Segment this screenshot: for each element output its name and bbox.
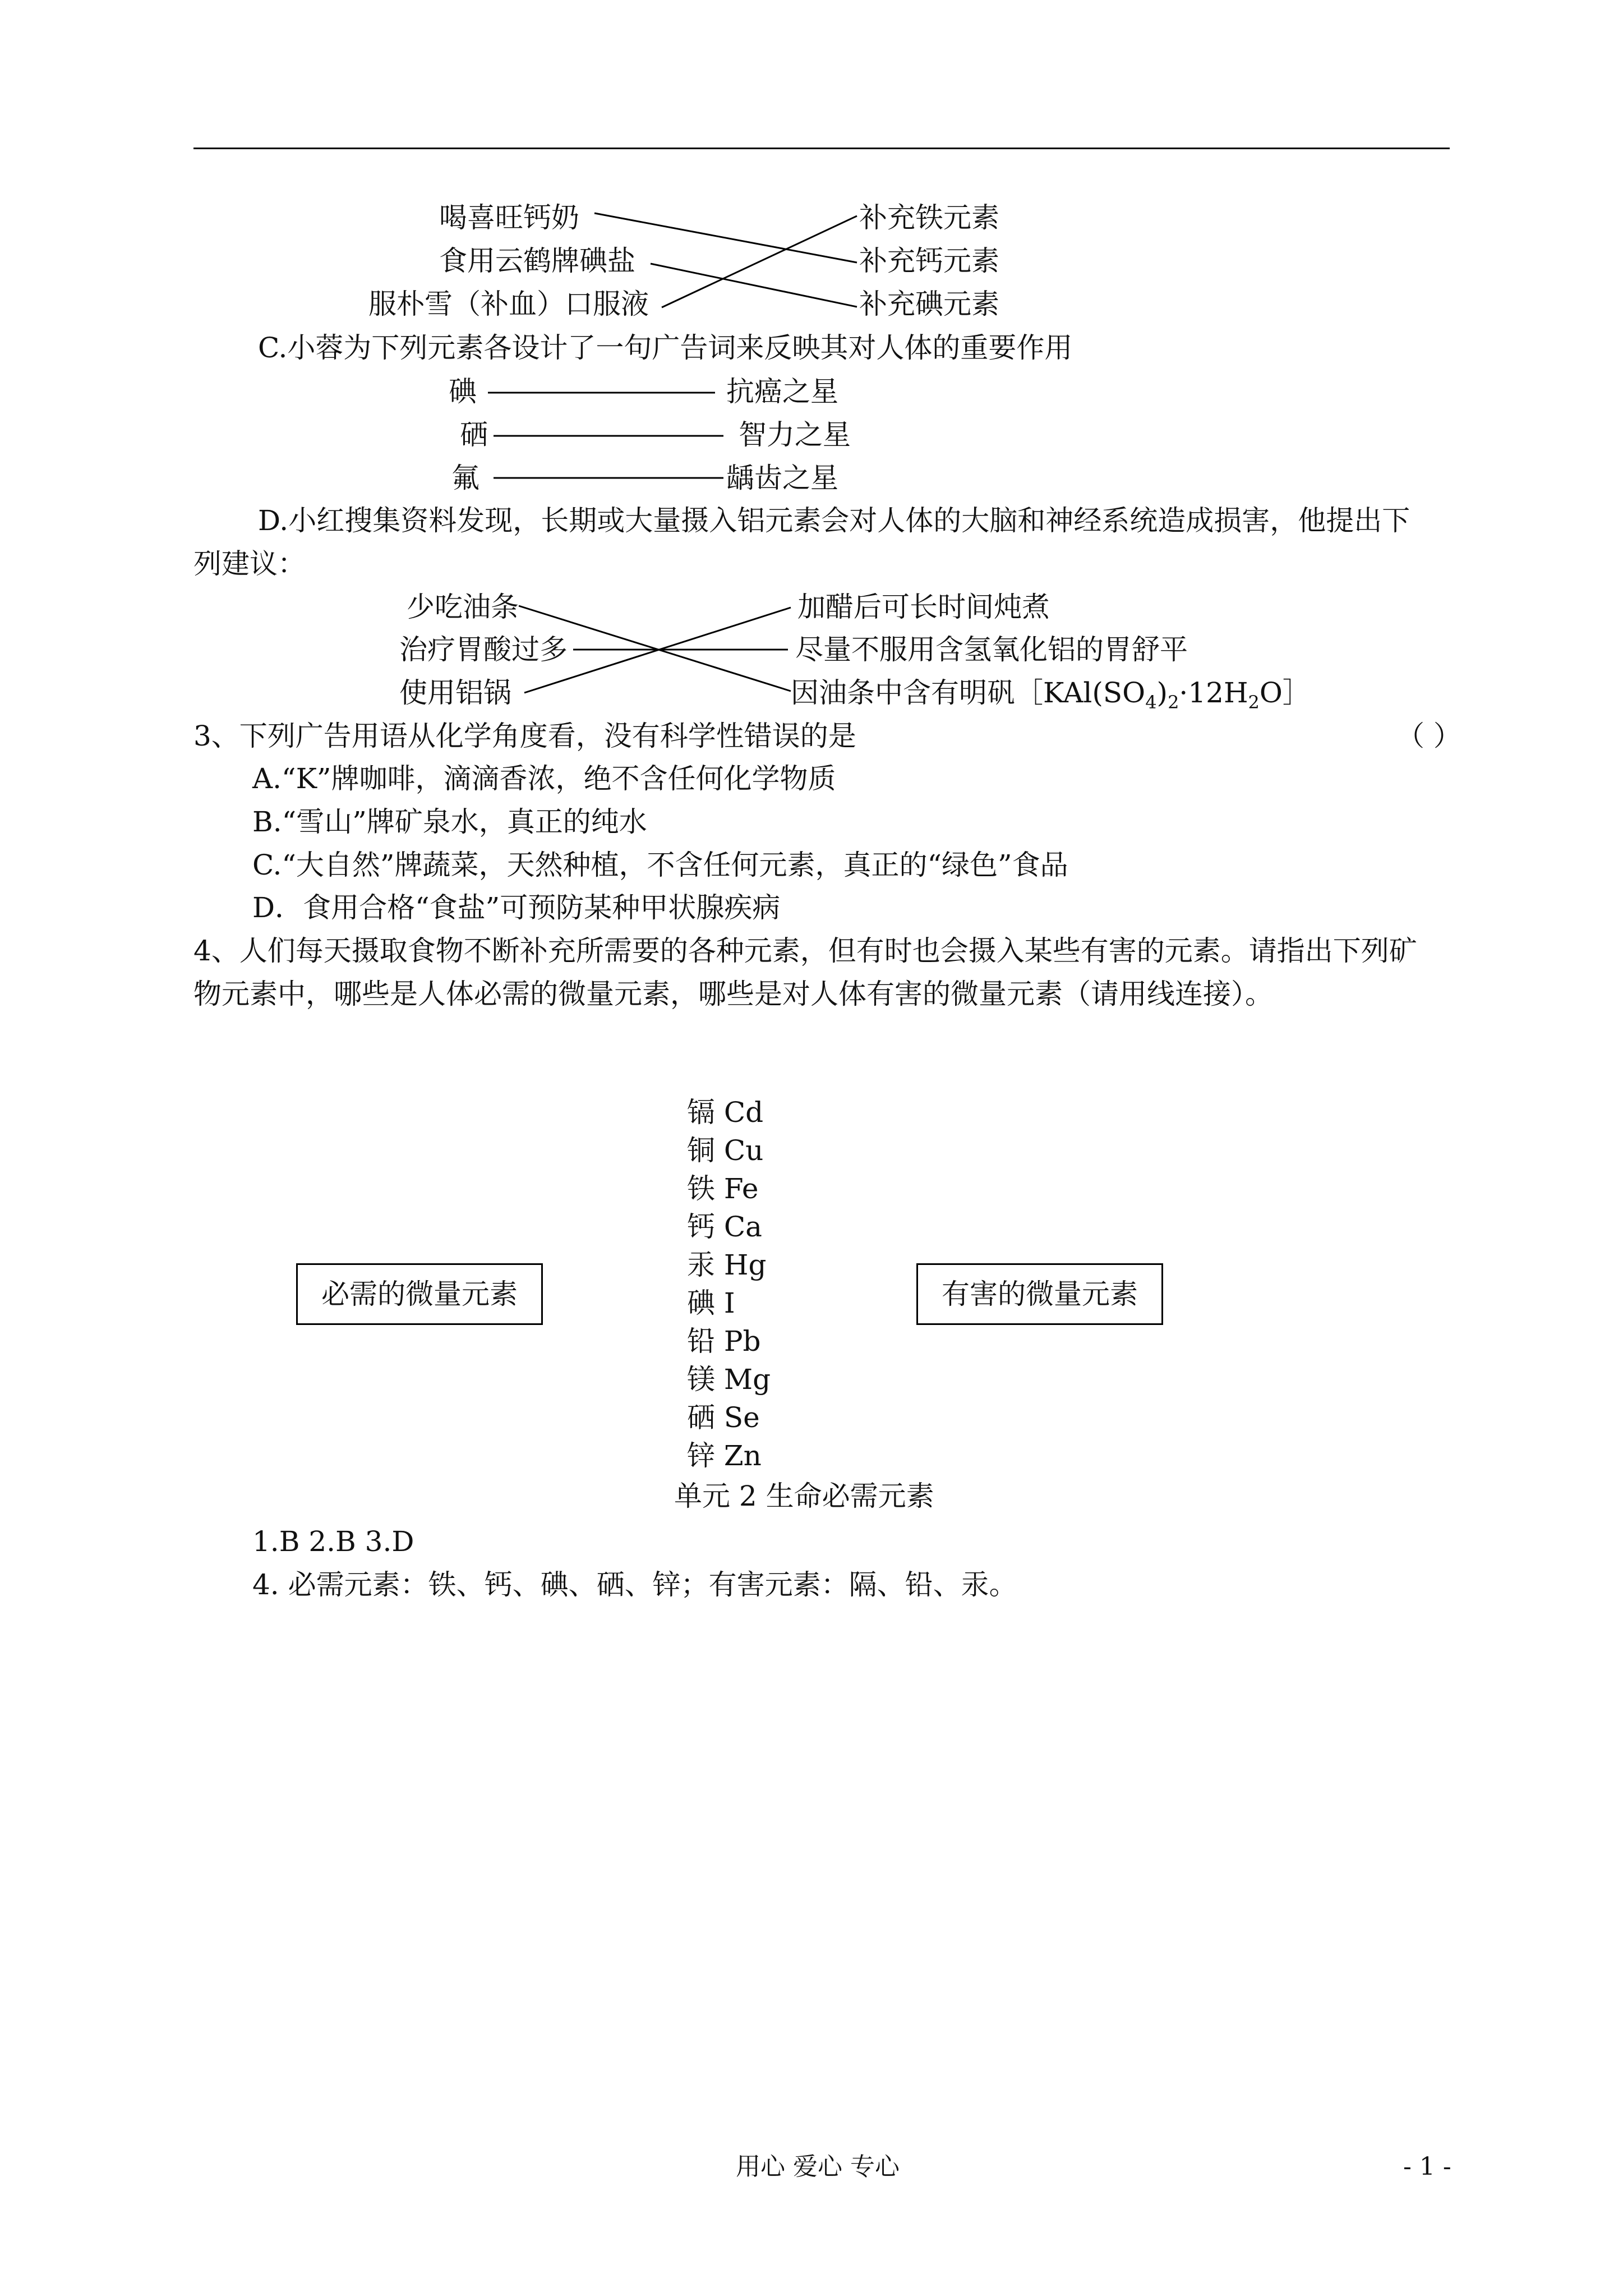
q2c-left-2: 硒: [460, 418, 488, 451]
q4-stem-line2: 物元素中，哪些是人体必需的微量元素，哪些是对人体有害的微量元素（请用线连接）。: [193, 978, 1273, 1010]
q2b-right-2: 补充钙元素: [859, 245, 999, 277]
q2c-right-3: 龋齿之星: [726, 462, 838, 494]
q4-stem-line1: 4、人们每天摄取食物不断补充所需要的各种元素，但有时也会摄入某些有害的元素。请指出下列矿: [193, 935, 1417, 967]
q2d-right-2: 尽量不服用含氢氧化铝的胃舒平: [795, 633, 1188, 666]
element-ca: 钙 Ca: [687, 1211, 762, 1243]
q2d-formula-mid: ): [1156, 677, 1168, 709]
q2d-intro-line2: 列建议：: [193, 547, 306, 580]
q2d-left-1: 少吃油条: [407, 591, 519, 623]
q2c-right-2: 智力之星: [739, 418, 851, 451]
element-cd: 镉 Cd: [687, 1096, 764, 1129]
element-pb: 铅 Pb: [687, 1325, 761, 1358]
q2b-line-3: [662, 216, 857, 307]
q2d-intro-line1: D.小红搜集资料发现，长期或大量摄入铝元素会对人体的大脑和神经系统造成损害，他提出下: [258, 504, 1410, 537]
page-number: - 1 -: [1403, 2152, 1451, 2181]
q2d-left-3: 使用铝锅: [399, 677, 511, 709]
answers-line1: 1.B 2.B 3.D: [252, 1525, 414, 1558]
element-se: 硒 Se: [687, 1401, 760, 1434]
q2d-formula-tail1: ·12H: [1179, 677, 1248, 709]
element-mg: 镁 Mg: [687, 1363, 771, 1396]
q2d-left-2: 治疗胃酸过多: [399, 633, 568, 666]
q2c-intro: C.小蓉为下列元素各设计了一句广告词来反映其对人体的重要作用: [258, 332, 1073, 364]
harmful-elements-box: 有害的微量元素: [916, 1263, 1163, 1325]
element-fe: 铁 Fe: [687, 1172, 759, 1205]
q2b-right-3: 补充碘元素: [859, 288, 999, 320]
q3-option-d: D．食用合格“食盐”可预防某种甲状腺疾病: [252, 891, 781, 924]
q2b-left-1: 喝喜旺钙奶: [439, 201, 579, 234]
answers-line2: 4. 必需元素：铁、钙、碘、硒、锌；有害元素：隔、铅、汞。: [252, 1568, 1017, 1601]
q2b-left-2: 食用云鹤牌碘盐: [439, 245, 635, 277]
element-i: 碘 I: [687, 1287, 735, 1319]
element-cu: 铜 Cu: [687, 1134, 764, 1167]
q2d-right-1: 加醋后可长时间炖煮: [797, 591, 1050, 623]
element-hg: 汞 Hg: [687, 1249, 767, 1281]
footer-slogan: 用心 爱心 专心: [736, 2152, 900, 2181]
answers-title: 单元 2 生命必需元素: [674, 1480, 934, 1512]
q2c-left-1: 碘: [449, 375, 477, 408]
q3-answer-paren: （ ）: [1396, 720, 1461, 752]
q3-option-a: A.“K”牌咖啡，滴滴香浓，绝不含任何化学物质: [252, 762, 836, 795]
q3-option-b: B.“雪山”牌矿泉水，真正的纯水: [252, 806, 647, 838]
q2d-formula-head: 因油条中含有明矾［KAl(SO: [791, 677, 1146, 709]
q2b-line-2: [651, 264, 857, 307]
q2d-right-3: [791, 676, 1311, 719]
q2d-formula-tail2: O］: [1259, 677, 1311, 709]
q3-stem: 3、下列广告用语从化学角度看，没有科学性错误的是: [193, 720, 856, 752]
q2b-left-3: 服朴雪（补血）口服液: [368, 288, 649, 320]
q2d-formula-sub3: 2: [1248, 692, 1260, 713]
q2d-formula-sub2: 2: [1168, 692, 1179, 713]
q3-option-c: C.“大自然”牌蔬菜，天然种植，不含任何元素，真正的“绿色”食品: [252, 849, 1068, 881]
q2d-formula-sub1: 4: [1145, 692, 1157, 713]
q2c-left-3: 氟: [451, 462, 479, 494]
q2c-right-1: 抗癌之星: [726, 375, 838, 408]
element-zn: 锌 Zn: [687, 1439, 762, 1472]
essential-elements-box: 必需的微量元素: [296, 1263, 543, 1325]
q2b-right-1: 补充铁元素: [859, 201, 999, 234]
